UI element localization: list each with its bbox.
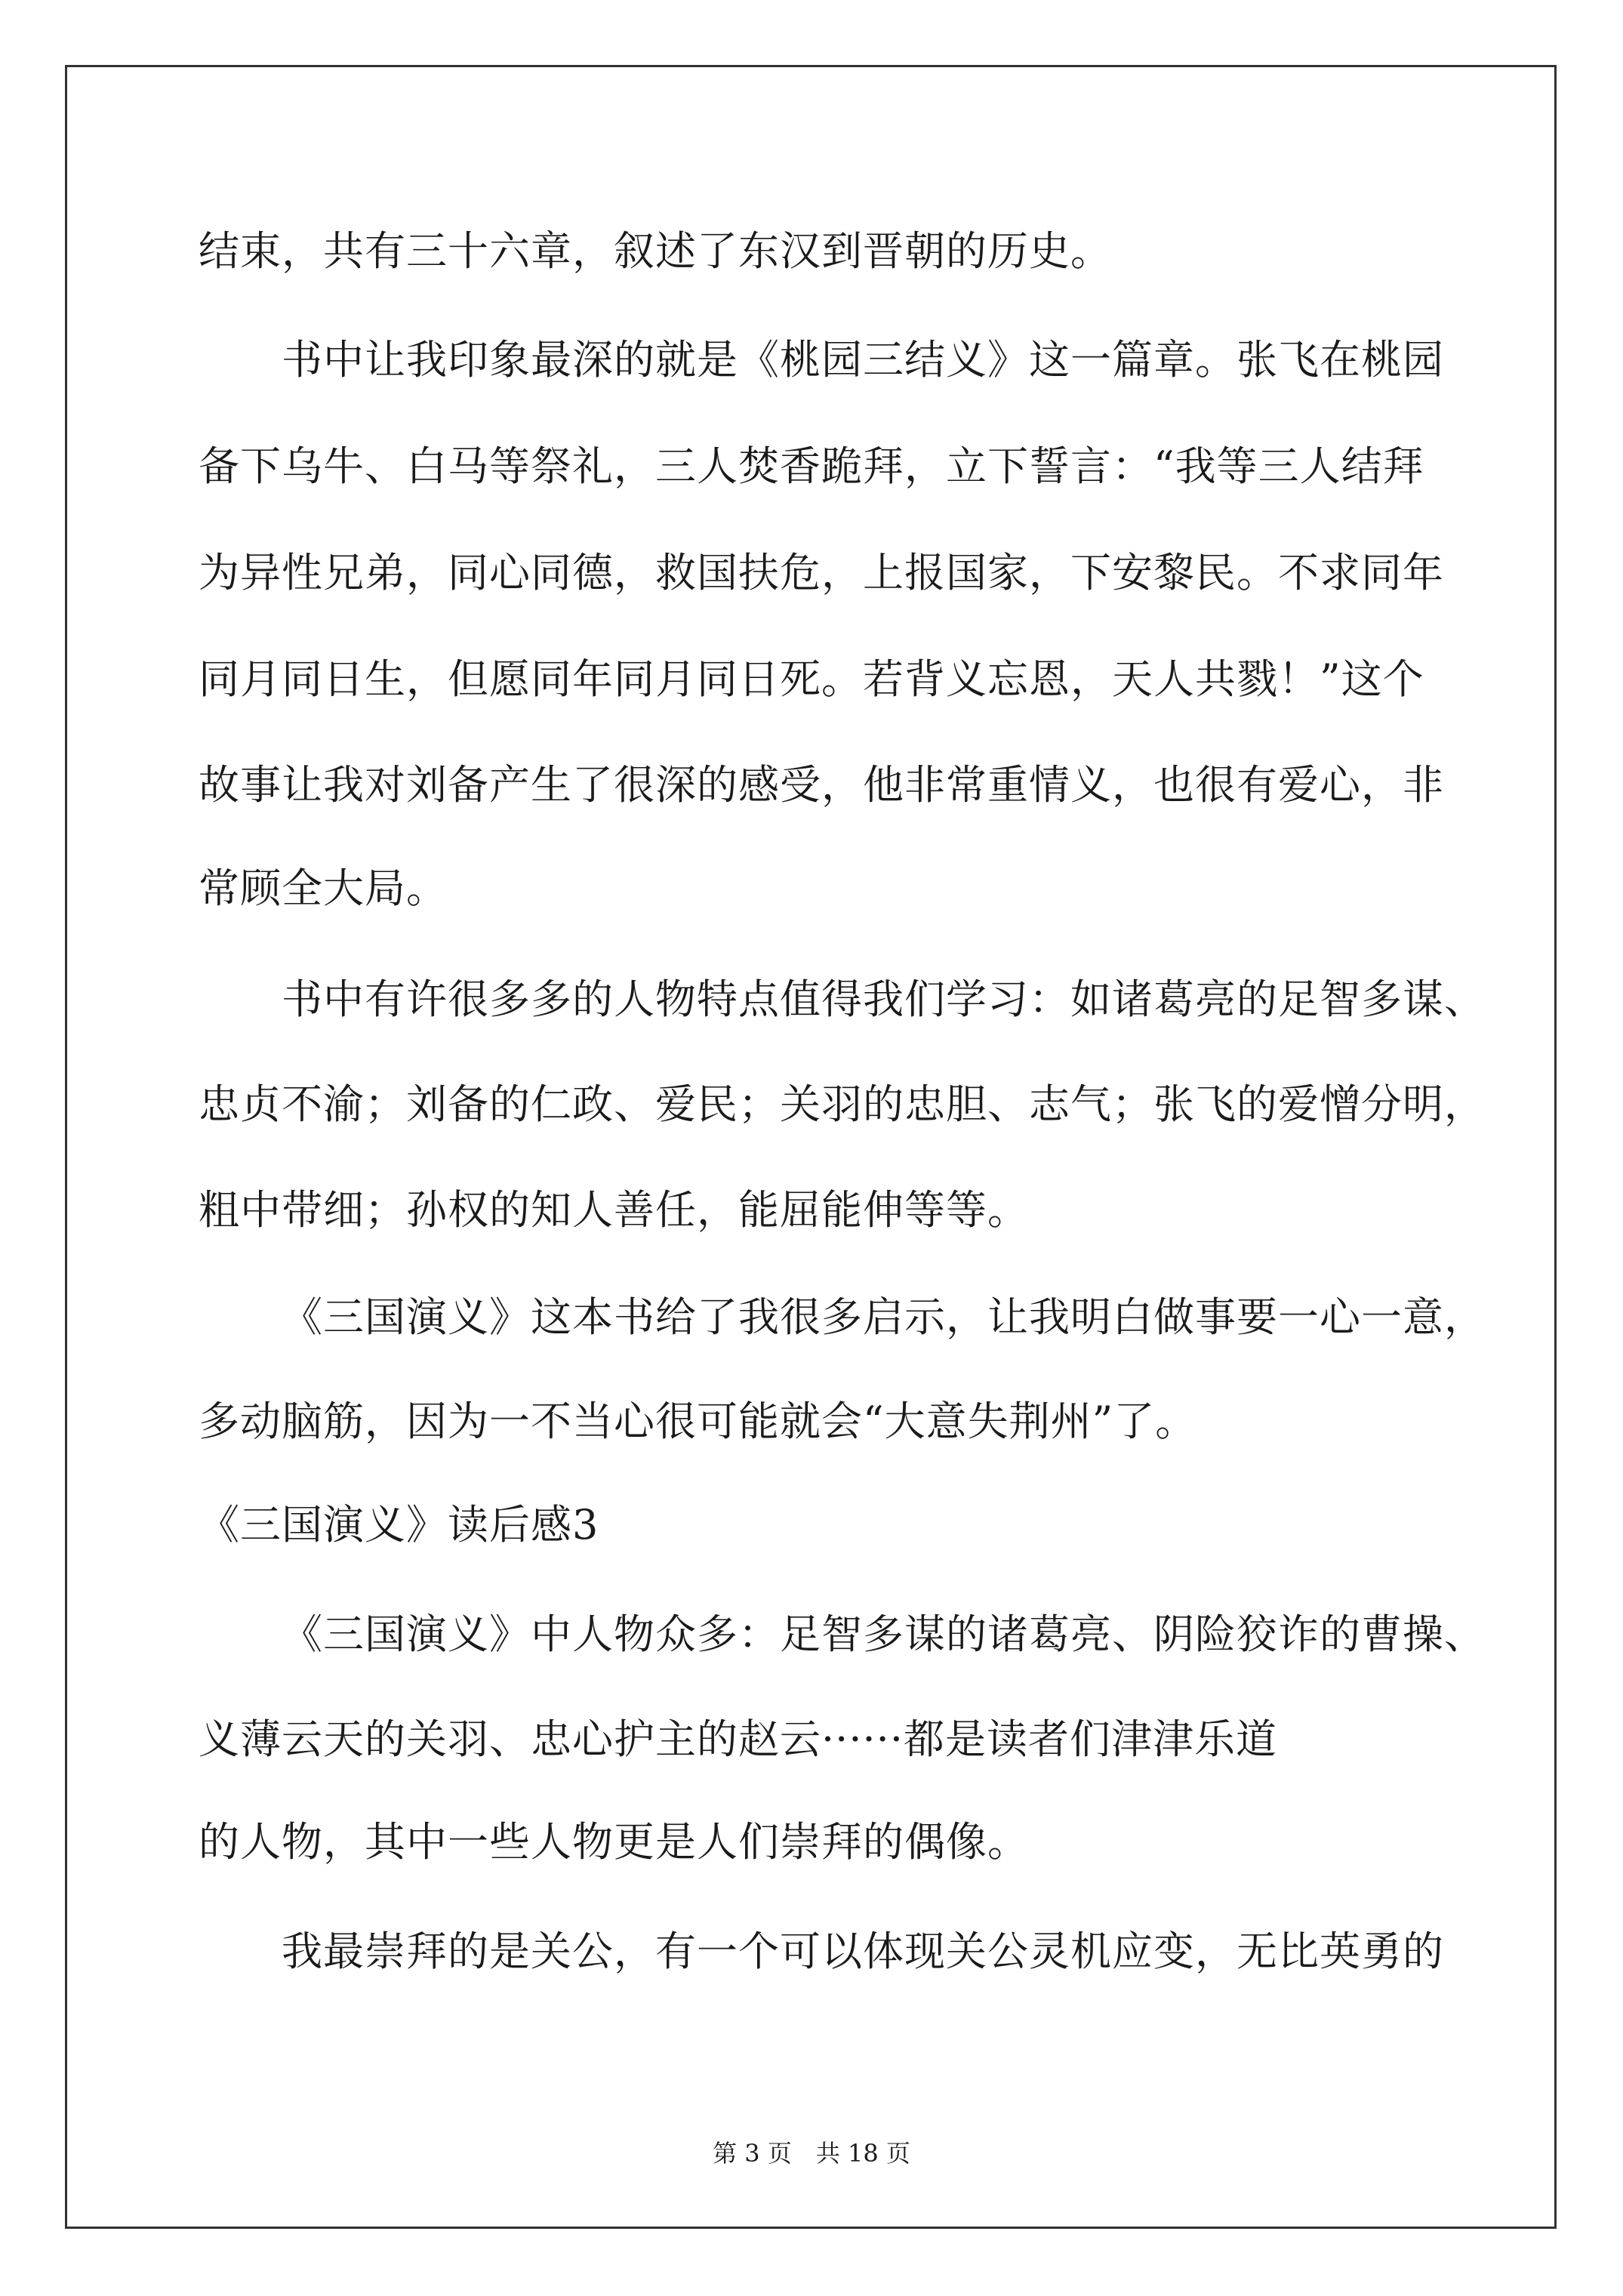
text-line: 义薄云天的关羽、忠心护主的赵云······都是读者们津津乐道 <box>199 1715 1277 1763</box>
text-line: 《三国演义》这本书给了我很多启示，让我明白做事要一心一意， <box>282 1293 1486 1341</box>
text-line: 故事让我对刘备产生了很深的感受，他非常重情义，也很有爱心，非 <box>199 761 1444 809</box>
text-line: 《三国演义》中人物众多：足智多谋的诸葛亮、阴险狡诈的曹操、 <box>282 1610 1486 1658</box>
text-line: 书中有许很多多的人物特点值得我们学习：如诸葛亮的足智多谋、 <box>282 975 1486 1023</box>
text-line: 备下乌牛、白马等祭礼，三人焚香跪拜，立下誓言：“我等三人结拜 <box>199 442 1424 490</box>
text-line: 同月同日生，但愿同年同月同日死。若背义忘恩，天人共戮！”这个 <box>199 655 1424 703</box>
text-line: 粗中带细；孙权的知人善任，能屈能伸等等。 <box>199 1186 1029 1234</box>
section-heading: 《三国演义》读后感3 <box>199 1501 599 1549</box>
text-line: 常顾全大局。 <box>199 864 448 912</box>
text-line: 为异性兄弟，同心同德，救国扶危，上报国家，下安黎民。不求同年 <box>199 549 1444 596</box>
text-line: 书中让我印象最深的就是《桃园三结义》这一篇章。张飞在桃园 <box>282 336 1444 384</box>
text-line: 多动脑筋，因为一不当心很可能就会“大意失荆州”了。 <box>199 1398 1197 1445</box>
page-border <box>65 65 1557 2229</box>
page-number-footer: 第 3 页 共 18 页 <box>713 2139 910 2168</box>
text-line: 忠贞不渝；刘备的仁政、爱民；关羽的忠胆、志气；张飞的爱憎分明， <box>199 1080 1486 1128</box>
text-line: 结束，共有三十六章，叙述了东汉到晋朝的历史。 <box>199 227 1112 275</box>
text-line: 的人物，其中一些人物更是人们崇拜的偶像。 <box>199 1818 1029 1866</box>
text-line: 我最崇拜的是关公，有一个可以体现关公灵机应变，无比英勇的 <box>282 1928 1444 1975</box>
